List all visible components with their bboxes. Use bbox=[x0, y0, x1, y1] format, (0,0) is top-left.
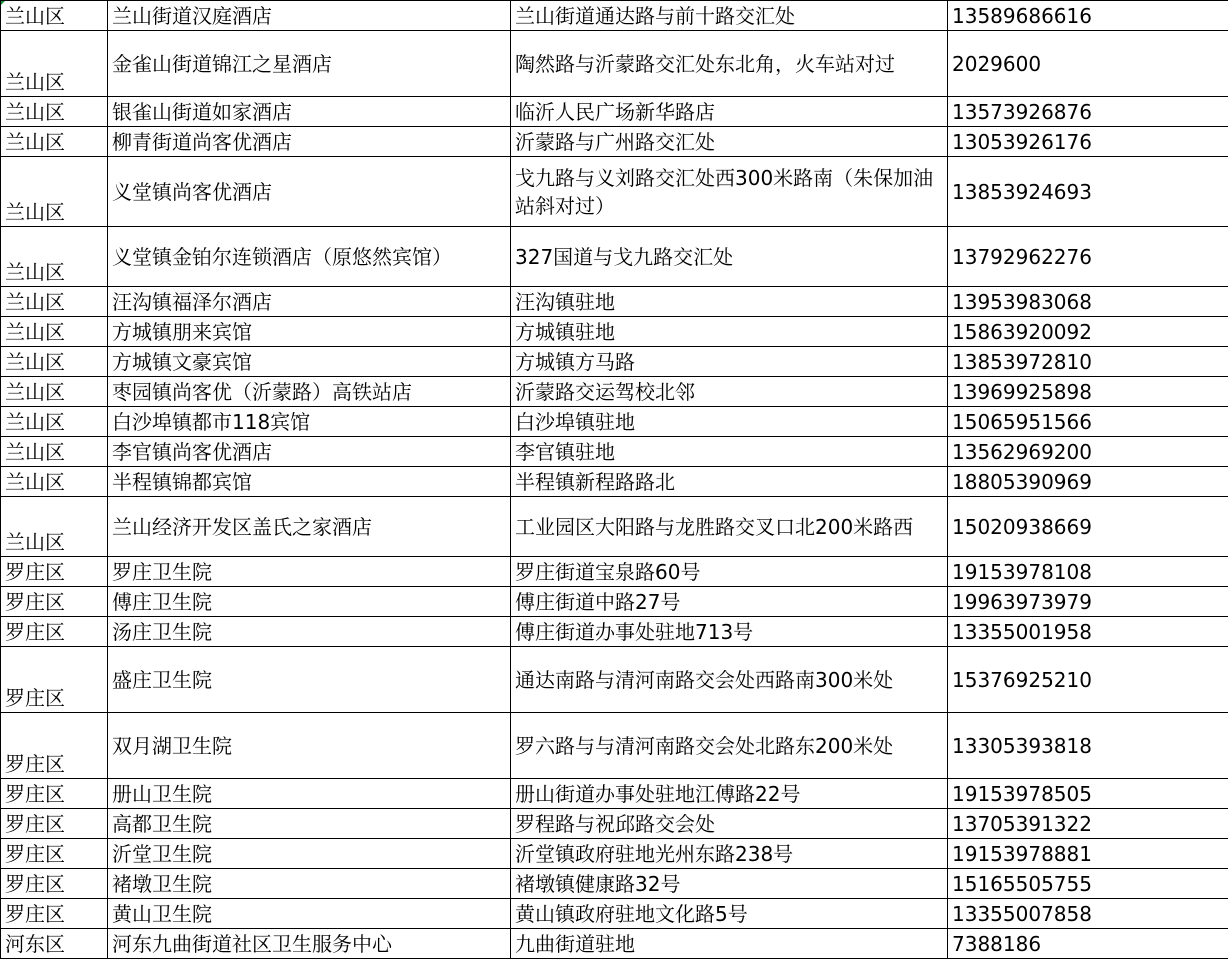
district-cell[interactable]: 兰山区 bbox=[1, 377, 108, 407]
address-cell[interactable]: 罗程路与祝邱路交会处 bbox=[511, 809, 948, 839]
district-cell[interactable]: 罗庄区 bbox=[1, 869, 108, 899]
table-row bbox=[1, 929, 1228, 959]
district-cell[interactable]: 罗庄区 bbox=[1, 647, 108, 713]
table-row bbox=[1, 869, 1228, 899]
district-cell[interactable]: 兰山区 bbox=[1, 497, 108, 557]
table-row bbox=[1, 647, 1228, 713]
phone-cell[interactable]: 15065951566 bbox=[948, 407, 1228, 437]
phone-cell[interactable]: 13853972810 bbox=[948, 347, 1228, 377]
table-row bbox=[1, 779, 1228, 809]
district-cell[interactable]: 罗庄区 bbox=[1, 779, 108, 809]
phone-cell[interactable]: 13355007858 bbox=[948, 899, 1228, 929]
phone-cell[interactable]: 15020938669 bbox=[948, 497, 1228, 557]
phone-cell[interactable]: 18805390969 bbox=[948, 467, 1228, 497]
spreadsheet-body bbox=[1, 1, 1228, 959]
district-cell[interactable]: 罗庄区 bbox=[1, 587, 108, 617]
address-cell[interactable]: 沂蒙路交运驾校北邻 bbox=[511, 377, 948, 407]
table-row bbox=[1, 377, 1228, 407]
facility-name-cell[interactable]: 义堂镇尚客优酒店 bbox=[108, 157, 511, 227]
facility-name-cell[interactable]: 兰山经济开发区盖氏之家酒店 bbox=[108, 497, 511, 557]
facility-name-cell[interactable]: 半程镇锦都宾馆 bbox=[108, 467, 511, 497]
facility-name-cell[interactable]: 傅庄卫生院 bbox=[108, 587, 511, 617]
phone-cell[interactable]: 13792962276 bbox=[948, 227, 1228, 287]
facility-name-cell[interactable]: 汤庄卫生院 bbox=[108, 617, 511, 647]
phone-cell[interactable]: 19153978505 bbox=[948, 779, 1228, 809]
facility-name-cell[interactable]: 柳青街道尚客优酒店 bbox=[108, 127, 511, 157]
facility-name-cell[interactable]: 枣园镇尚客优（沂蒙路）高铁站店 bbox=[108, 377, 511, 407]
facility-name-cell[interactable]: 沂堂卫生院 bbox=[108, 839, 511, 869]
district-cell[interactable]: 河东区 bbox=[1, 929, 108, 959]
facility-name-cell[interactable]: 罗庄卫生院 bbox=[108, 557, 511, 587]
phone-cell[interactable]: 7388186 bbox=[948, 929, 1228, 959]
table-row bbox=[1, 617, 1228, 647]
facility-name-cell[interactable]: 汪沟镇福泽尔酒店 bbox=[108, 287, 511, 317]
address-cell[interactable]: 陶然路与沂蒙路交汇处东北角，火车站对过 bbox=[511, 31, 948, 97]
address-cell[interactable]: 通达南路与清河南路交会处西路南300米处 bbox=[511, 647, 948, 713]
address-cell[interactable]: 白沙埠镇驻地 bbox=[511, 407, 948, 437]
table-row bbox=[1, 557, 1228, 587]
phone-cell[interactable]: 13355001958 bbox=[948, 617, 1228, 647]
table-row bbox=[1, 317, 1228, 347]
table-row bbox=[1, 839, 1228, 869]
address-cell[interactable]: 沂蒙路与广州路交汇处 bbox=[511, 127, 948, 157]
facility-name-cell[interactable]: 李官镇尚客优酒店 bbox=[108, 437, 511, 467]
table-row bbox=[1, 407, 1228, 437]
district-cell[interactable]: 兰山区 bbox=[1, 1, 108, 31]
phone-cell[interactable]: 15863920092 bbox=[948, 317, 1228, 347]
table-row bbox=[1, 287, 1228, 317]
phone-cell[interactable]: 13953983068 bbox=[948, 287, 1228, 317]
address-cell[interactable]: 工业园区大阳路与龙胜路交叉口北200米路西 bbox=[511, 497, 948, 557]
facility-name-cell[interactable]: 高都卫生院 bbox=[108, 809, 511, 839]
table-row bbox=[1, 497, 1228, 557]
district-cell[interactable]: 兰山区 bbox=[1, 127, 108, 157]
district-cell[interactable]: 兰山区 bbox=[1, 317, 108, 347]
facility-name-cell[interactable]: 方城镇文豪宾馆 bbox=[108, 347, 511, 377]
facility-name-cell[interactable]: 褚墩卫生院 bbox=[108, 869, 511, 899]
address-cell[interactable]: 册山街道办事处驻地江傅路22号 bbox=[511, 779, 948, 809]
facility-name-cell[interactable]: 金雀山街道锦江之星酒店 bbox=[108, 31, 511, 97]
facility-name-cell[interactable]: 方城镇朋来宾馆 bbox=[108, 317, 511, 347]
address-cell[interactable]: 傅庄街道办事处驻地713号 bbox=[511, 617, 948, 647]
facility-name-cell[interactable]: 黄山卫生院 bbox=[108, 899, 511, 929]
table-row bbox=[1, 713, 1228, 779]
table-row bbox=[1, 31, 1228, 97]
phone-cell[interactable]: 2029600 bbox=[948, 31, 1228, 97]
district-cell[interactable]: 罗庄区 bbox=[1, 809, 108, 839]
phone-cell[interactable]: 13053926176 bbox=[948, 127, 1228, 157]
district-cell[interactable]: 兰山区 bbox=[1, 31, 108, 97]
table-row bbox=[1, 127, 1228, 157]
district-cell[interactable]: 罗庄区 bbox=[1, 839, 108, 869]
table-row bbox=[1, 347, 1228, 377]
facility-name-cell[interactable]: 盛庄卫生院 bbox=[108, 647, 511, 713]
address-cell[interactable]: 兰山街道通达路与前十路交汇处 bbox=[511, 1, 948, 31]
district-cell[interactable]: 罗庄区 bbox=[1, 557, 108, 587]
address-cell[interactable]: 汪沟镇驻地 bbox=[511, 287, 948, 317]
district-cell[interactable]: 兰山区 bbox=[1, 467, 108, 497]
table-row bbox=[1, 467, 1228, 497]
address-cell[interactable]: 罗六路与与清河南路交会处北路东200米处 bbox=[511, 713, 948, 779]
district-cell[interactable]: 罗庄区 bbox=[1, 617, 108, 647]
district-cell[interactable]: 罗庄区 bbox=[1, 713, 108, 779]
address-cell[interactable]: 半程镇新程路路北 bbox=[511, 467, 948, 497]
phone-cell[interactable]: 13705391322 bbox=[948, 809, 1228, 839]
address-cell[interactable]: 沂堂镇政府驻地光州东路238号 bbox=[511, 839, 948, 869]
table-row bbox=[1, 437, 1228, 467]
facility-name-cell[interactable]: 双月湖卫生院 bbox=[108, 713, 511, 779]
phone-cell[interactable]: 13853924693 bbox=[948, 157, 1228, 227]
table-row bbox=[1, 157, 1228, 227]
district-cell[interactable]: 兰山区 bbox=[1, 227, 108, 287]
address-cell[interactable]: 罗庄街道宝泉路60号 bbox=[511, 557, 948, 587]
phone-cell[interactable]: 13589686616 bbox=[948, 1, 1228, 31]
facility-name-cell[interactable]: 义堂镇金铂尔连锁酒店（原悠然宾馆） bbox=[108, 227, 511, 287]
address-cell[interactable]: 327国道与戈九路交汇处 bbox=[511, 227, 948, 287]
table-row bbox=[1, 97, 1228, 127]
facility-name-cell[interactable]: 册山卫生院 bbox=[108, 779, 511, 809]
address-cell[interactable]: 方城镇方马路 bbox=[511, 347, 948, 377]
facility-name-cell[interactable]: 河东九曲街道社区卫生服务中心 bbox=[108, 929, 511, 959]
phone-cell[interactable]: 13573926876 bbox=[948, 97, 1228, 127]
address-cell[interactable]: 戈九路与义刘路交汇处西300米路南（朱保加油站斜对过） bbox=[511, 157, 948, 227]
phone-cell[interactable]: 15376925210 bbox=[948, 647, 1228, 713]
facility-name-cell[interactable]: 兰山街道汉庭酒店 bbox=[108, 1, 511, 31]
phone-cell[interactable]: 13305393818 bbox=[948, 713, 1228, 779]
district-cell[interactable]: 兰山区 bbox=[1, 287, 108, 317]
table-row bbox=[1, 587, 1228, 617]
phone-cell[interactable]: 19153978108 bbox=[948, 557, 1228, 587]
table-row bbox=[1, 1, 1228, 31]
district-cell[interactable]: 兰山区 bbox=[1, 437, 108, 467]
address-cell[interactable]: 黄山镇政府驻地文化路5号 bbox=[511, 899, 948, 929]
address-cell[interactable]: 临沂人民广场新华路店 bbox=[511, 97, 948, 127]
table-row bbox=[1, 899, 1228, 929]
facility-name-cell[interactable]: 银雀山街道如家酒店 bbox=[108, 97, 511, 127]
phone-cell[interactable]: 13969925898 bbox=[948, 377, 1228, 407]
phone-cell[interactable]: 19153978881 bbox=[948, 839, 1228, 869]
table-row bbox=[1, 227, 1228, 287]
phone-cell[interactable]: 13562969200 bbox=[948, 437, 1228, 467]
address-cell[interactable]: 方城镇驻地 bbox=[511, 317, 948, 347]
address-cell[interactable]: 李官镇驻地 bbox=[511, 437, 948, 467]
facility-name-cell[interactable]: 白沙埠镇都市118宾馆 bbox=[108, 407, 511, 437]
phone-cell[interactable]: 19963973979 bbox=[948, 587, 1228, 617]
table-row bbox=[1, 809, 1228, 839]
district-cell[interactable]: 兰山区 bbox=[1, 157, 108, 227]
address-cell[interactable]: 九曲街道驻地 bbox=[511, 929, 948, 959]
district-cell[interactable]: 兰山区 bbox=[1, 407, 108, 437]
district-cell[interactable]: 罗庄区 bbox=[1, 899, 108, 929]
address-cell[interactable]: 傅庄街道中路27号 bbox=[511, 587, 948, 617]
phone-cell[interactable]: 15165505755 bbox=[948, 869, 1228, 899]
district-cell[interactable]: 兰山区 bbox=[1, 97, 108, 127]
district-cell[interactable]: 兰山区 bbox=[1, 347, 108, 377]
address-cell[interactable]: 褚墩镇健康路32号 bbox=[511, 869, 948, 899]
